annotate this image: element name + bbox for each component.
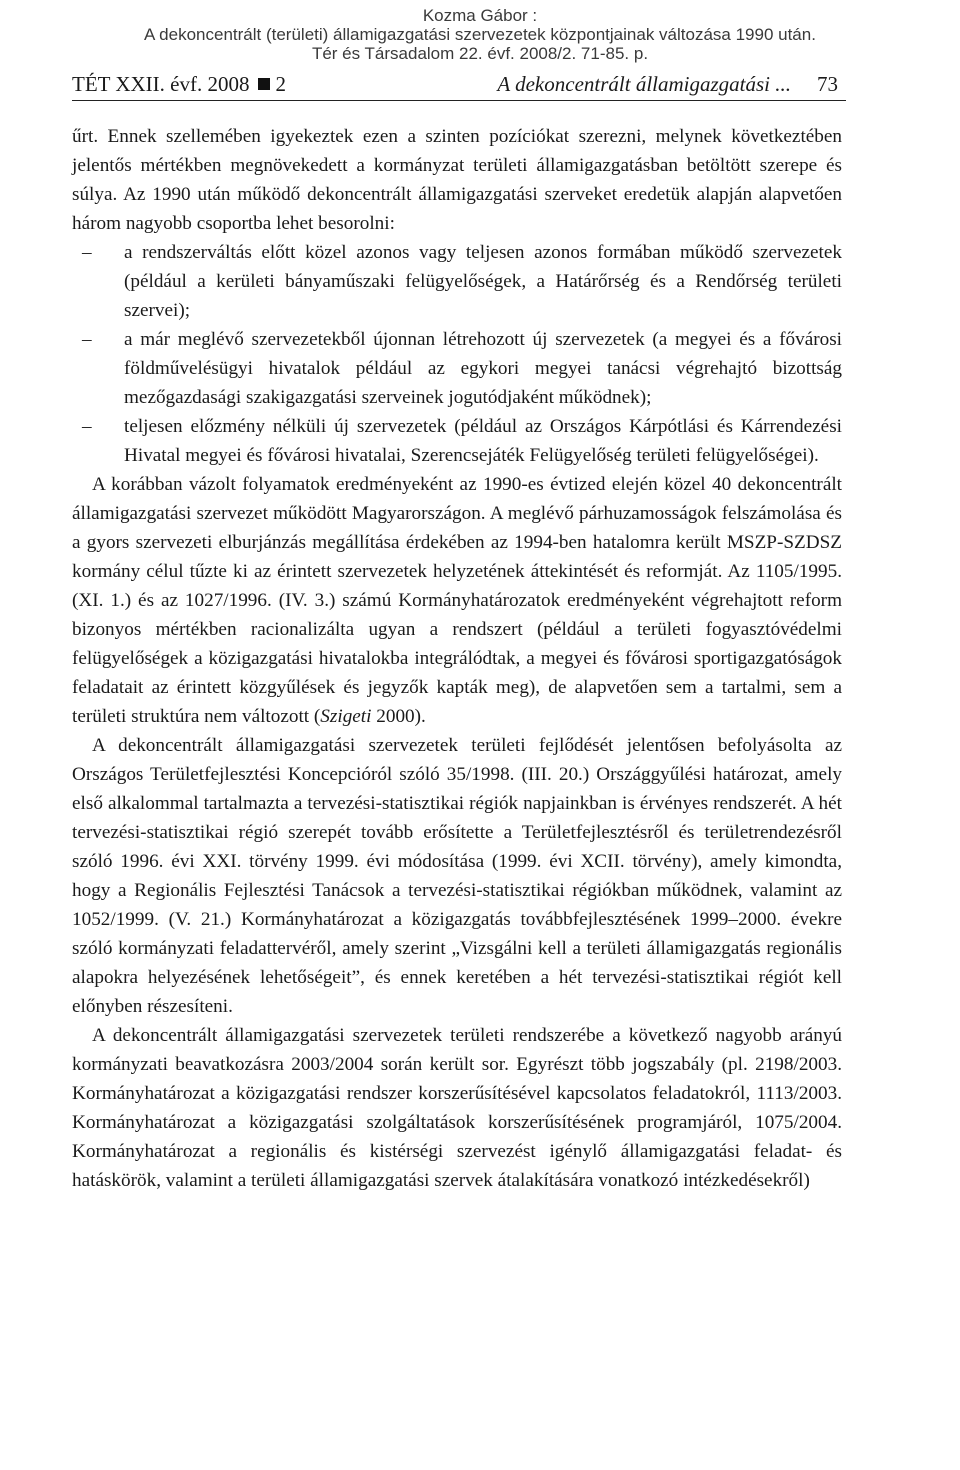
list-item: – a rendszerváltás előtt közel azonos vagy teljesen azonos formában működő szervezetek (például a kerületi bányaműszaki felügyelőségek, a Határőrség és a Rendőrség területi szervei); [72,238,842,325]
citation-title: A dekoncentrált (területi) államigazgatási szervezetek központjainak változása 1990 után. [144,25,816,44]
paragraph-3: A dekoncentrált államigazgatási szervezetek területi fejlődését jelentősen befolyásolta az Országos Területfejlesztési Koncepcióról szóló 35/1998. (III. 20.) Országgyűlési határozat, amely első alkalommal tartalmazta a tervezési-statisztikai régiók napjainkban is érvényes rendszerét. A hét tervezési-statisztikai régió szerepét tovább erősítette a Területfejlesztésről és területrendezésről szóló 1996. évi XXI. törvény 1999. évi módosítása (1999. évi XCII. törvény), amely kimondta, hogy a Regionális Fejlesztési Tanácsok a tervezési-statisztikai régiókban működnek, valamint az 1052/1999. (V. 21.) Kormányhatározat a közigazgatás továbbfejlesztésének 1999–2000. évekre szóló kormányzati feladattervéről, amely szerint „Vizsgálni kell a területi államigazgatás regionális alapokra helyezésének lehetőségeit”, és ennek keretében a hét tervezési-statisztikai régiót kell előnyben részesíteni. [72,735,842,1017]
paragraph-4: A dekoncentrált államigazgatási szervezetek területi rendszerébe a következő nagyobb arányú kormányzati beavatkozásra 2003/2004 során került sor. Egyrészt több jogszabály (pl. 2198/2003. Kormányhatározat a közigazgatási rendszer korszerűsítésével kapcsolatos feladatokról, 1113/2003. Kormányhatározat a közigazgatási szolgáltatások korszerűsítésének programjáról, 1075/2004. Kormányhatározat a regionális és kistérségi szervezést igénylő államigazgatási feladat- és hatáskörök, valamint a területi államigazgatási szervek átalakítására vonatkozó intézkedésekről) [72,1025,842,1191]
journal-label: TÉT XXII. évf. 2008 [72,72,250,96]
citation-block [0,6,960,63]
page-number: 73 [817,72,838,96]
citation-author: Kozma Gábor : [422,6,538,25]
paragraph-2-text: A korábban vázolt folyamatok eredményeként az 1990-es évtized elején közel 40 dekoncentrált államigazgatási szervezet működött Magyarországon. A meglévő párhuzamosságok felszámolása és a gyors szervezeti elburjánzás megállítása érdekében az 1994-ben hatalomra került MSZP-SZDSZ kormány célul tűzte ki az érintett szervezetek helyzetének áttekintését és reformját. Az 1105/1995. (XI. 1.) és az 1027/1996. (IV. 3.) számú Kormányhatározatok eredményeként végrehajtott reform bizonyos mértékben racionalizálta ugyan a rendszert (például a területi fogyasztóvédelmi felügyelőségek a közigazgatási hivatalokba integrálódtak, a megyei és fővárosi sportigazgatóságok feladatait az érintett közgyűlések és jegyzők kapták meg), de alapvetően sem a tartalmi, sem a területi struktúra nem változott ( [72,474,842,727]
list-item: – teljesen előzmény nélküli új szervezetek (például az Országos Kárpótlási és Kárrendezési Hivatal megyei és fővárosi hivatalai, Szerencsejáték Felügyelőség területi felügyelőségei). [72,412,842,470]
list-item: – a már meglévő szervezetekből újonnan létrehozott új szervezetek (a megyei és a fővárosi földművelésügyi hivatalok például az egykori megyei tanácsi végrehajtó bizottság mezőgazdasági szakigazgatási szerveinek jogutódjaként működnek); [72,325,842,412]
article-body [72,122,842,1195]
running-header [72,68,846,101]
citation-source: Tér és Társadalom 22. évf. 2008/2. 71-85. p. [311,44,649,63]
citation-author-ref: Szigeti [320,706,372,727]
square-bullet-icon [258,78,270,90]
header-right [497,72,838,97]
issue-number: 2 [275,72,286,96]
organization-type-list [72,238,842,470]
running-title: A dekoncentrált államigazgatási ... [497,72,791,96]
header-journal [72,72,286,97]
paragraph-1: űrt. Ennek szellemében igyekeztek ezen a szinten pozíciókat szerezni, melynek következtében jelentős mértékben megnövekedett a kormányzat területi államigazgatásban betöltött szerepe és súlya. Az 1990 után működő dekoncentrált államigazgatási szerveket eredetük alapján alapvetően három nagyobb csoportba lehet besorolni: [72,126,842,234]
paragraph-2 [72,470,842,731]
paragraph-2-end: 2000). [371,706,426,727]
